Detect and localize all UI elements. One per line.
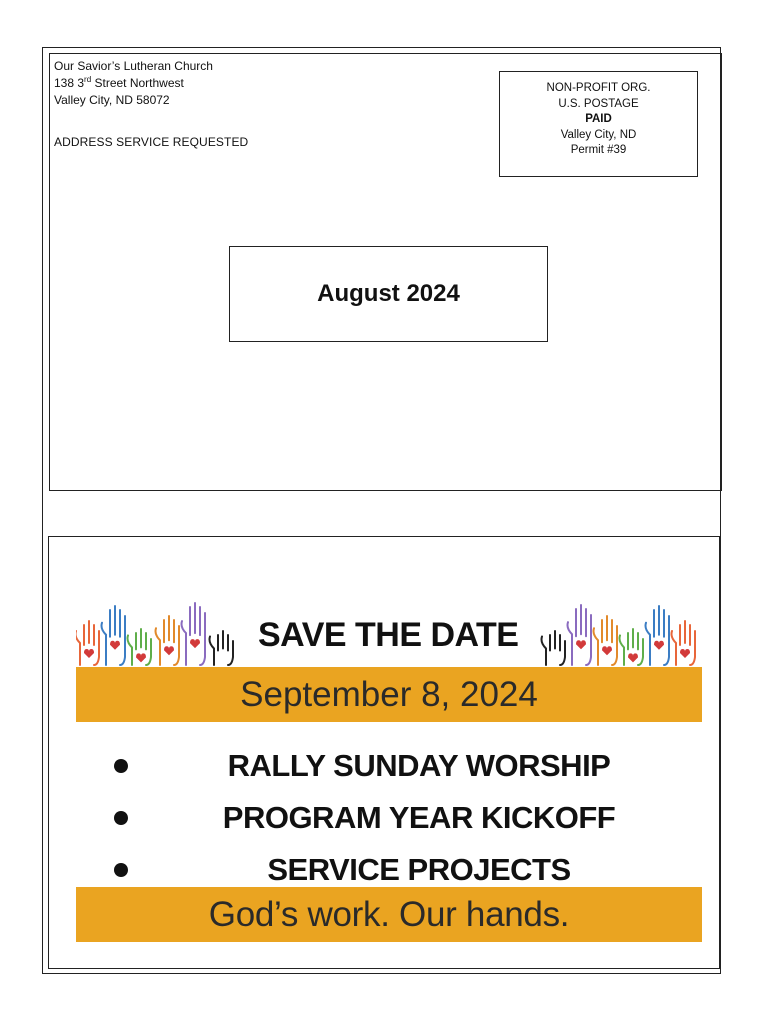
raised-hands-icon [76, 597, 241, 667]
return-address-name: Our Savior’s Lutheran Church [54, 59, 213, 73]
heart-icon [576, 640, 586, 649]
hand-icon [128, 629, 152, 665]
event-item-label: PROGRAM YEAR KICKOFF [222, 800, 616, 835]
bullet-icon [114, 811, 128, 825]
hand-icon [672, 621, 696, 665]
event-list [76, 740, 702, 896]
heart-icon [136, 653, 146, 662]
raised-hands-icon [540, 597, 702, 667]
street-number-suffix: rd [84, 75, 92, 84]
postage-permit: Permit #39 [570, 144, 627, 156]
bullet-icon [114, 759, 128, 773]
event-date: September 8, 2024 [240, 674, 538, 714]
list-item [76, 740, 702, 792]
return-address-city: Valley City, ND 58072 [54, 93, 170, 107]
address-service-note: ADDRESS SERVICE REQUESTED [54, 135, 249, 149]
hand-icon [210, 631, 234, 665]
issue-date: August 2024 [317, 280, 460, 307]
hand-icon [568, 605, 592, 665]
hand-icon [102, 606, 126, 665]
hand-icon [76, 621, 99, 665]
tagline: God’s work. Our hands. [208, 894, 570, 934]
postage-label: U.S. POSTAGE [558, 97, 639, 110]
postage-paid: PAID [585, 113, 612, 125]
issue-date-box [229, 246, 548, 342]
postage-indicia [499, 71, 698, 177]
postage-city: Valley City, ND [560, 128, 637, 141]
event-date-bar [76, 667, 702, 722]
hand-icon [594, 616, 618, 665]
heart-icon [110, 641, 120, 650]
heart-icon [654, 641, 664, 650]
list-item [76, 792, 702, 844]
hand-icon [182, 603, 206, 665]
event-item-label: RALLY SUNDAY WORSHIP [227, 748, 611, 783]
hand-icon [620, 629, 644, 665]
heart-icon [190, 639, 200, 648]
hand-icon [646, 606, 670, 665]
event-item-label: SERVICE PROJECTS [267, 852, 571, 887]
street-name: Street Northwest [91, 76, 184, 90]
heart-icon [680, 649, 690, 658]
heart-icon [602, 646, 612, 655]
hand-icon [542, 631, 566, 665]
save-the-date-title: SAVE THE DATE [258, 616, 519, 654]
return-address-street [54, 75, 213, 92]
heart-icon [84, 649, 94, 658]
postage-org-type: NON-PROFIT ORG. [546, 82, 651, 94]
return-address [54, 58, 213, 109]
heart-icon [164, 646, 174, 655]
heart-icon [628, 653, 638, 662]
bullet-icon [114, 863, 128, 877]
tagline-bar [76, 887, 702, 942]
street-number: 138 3 [54, 76, 85, 90]
hand-icon [156, 616, 180, 665]
